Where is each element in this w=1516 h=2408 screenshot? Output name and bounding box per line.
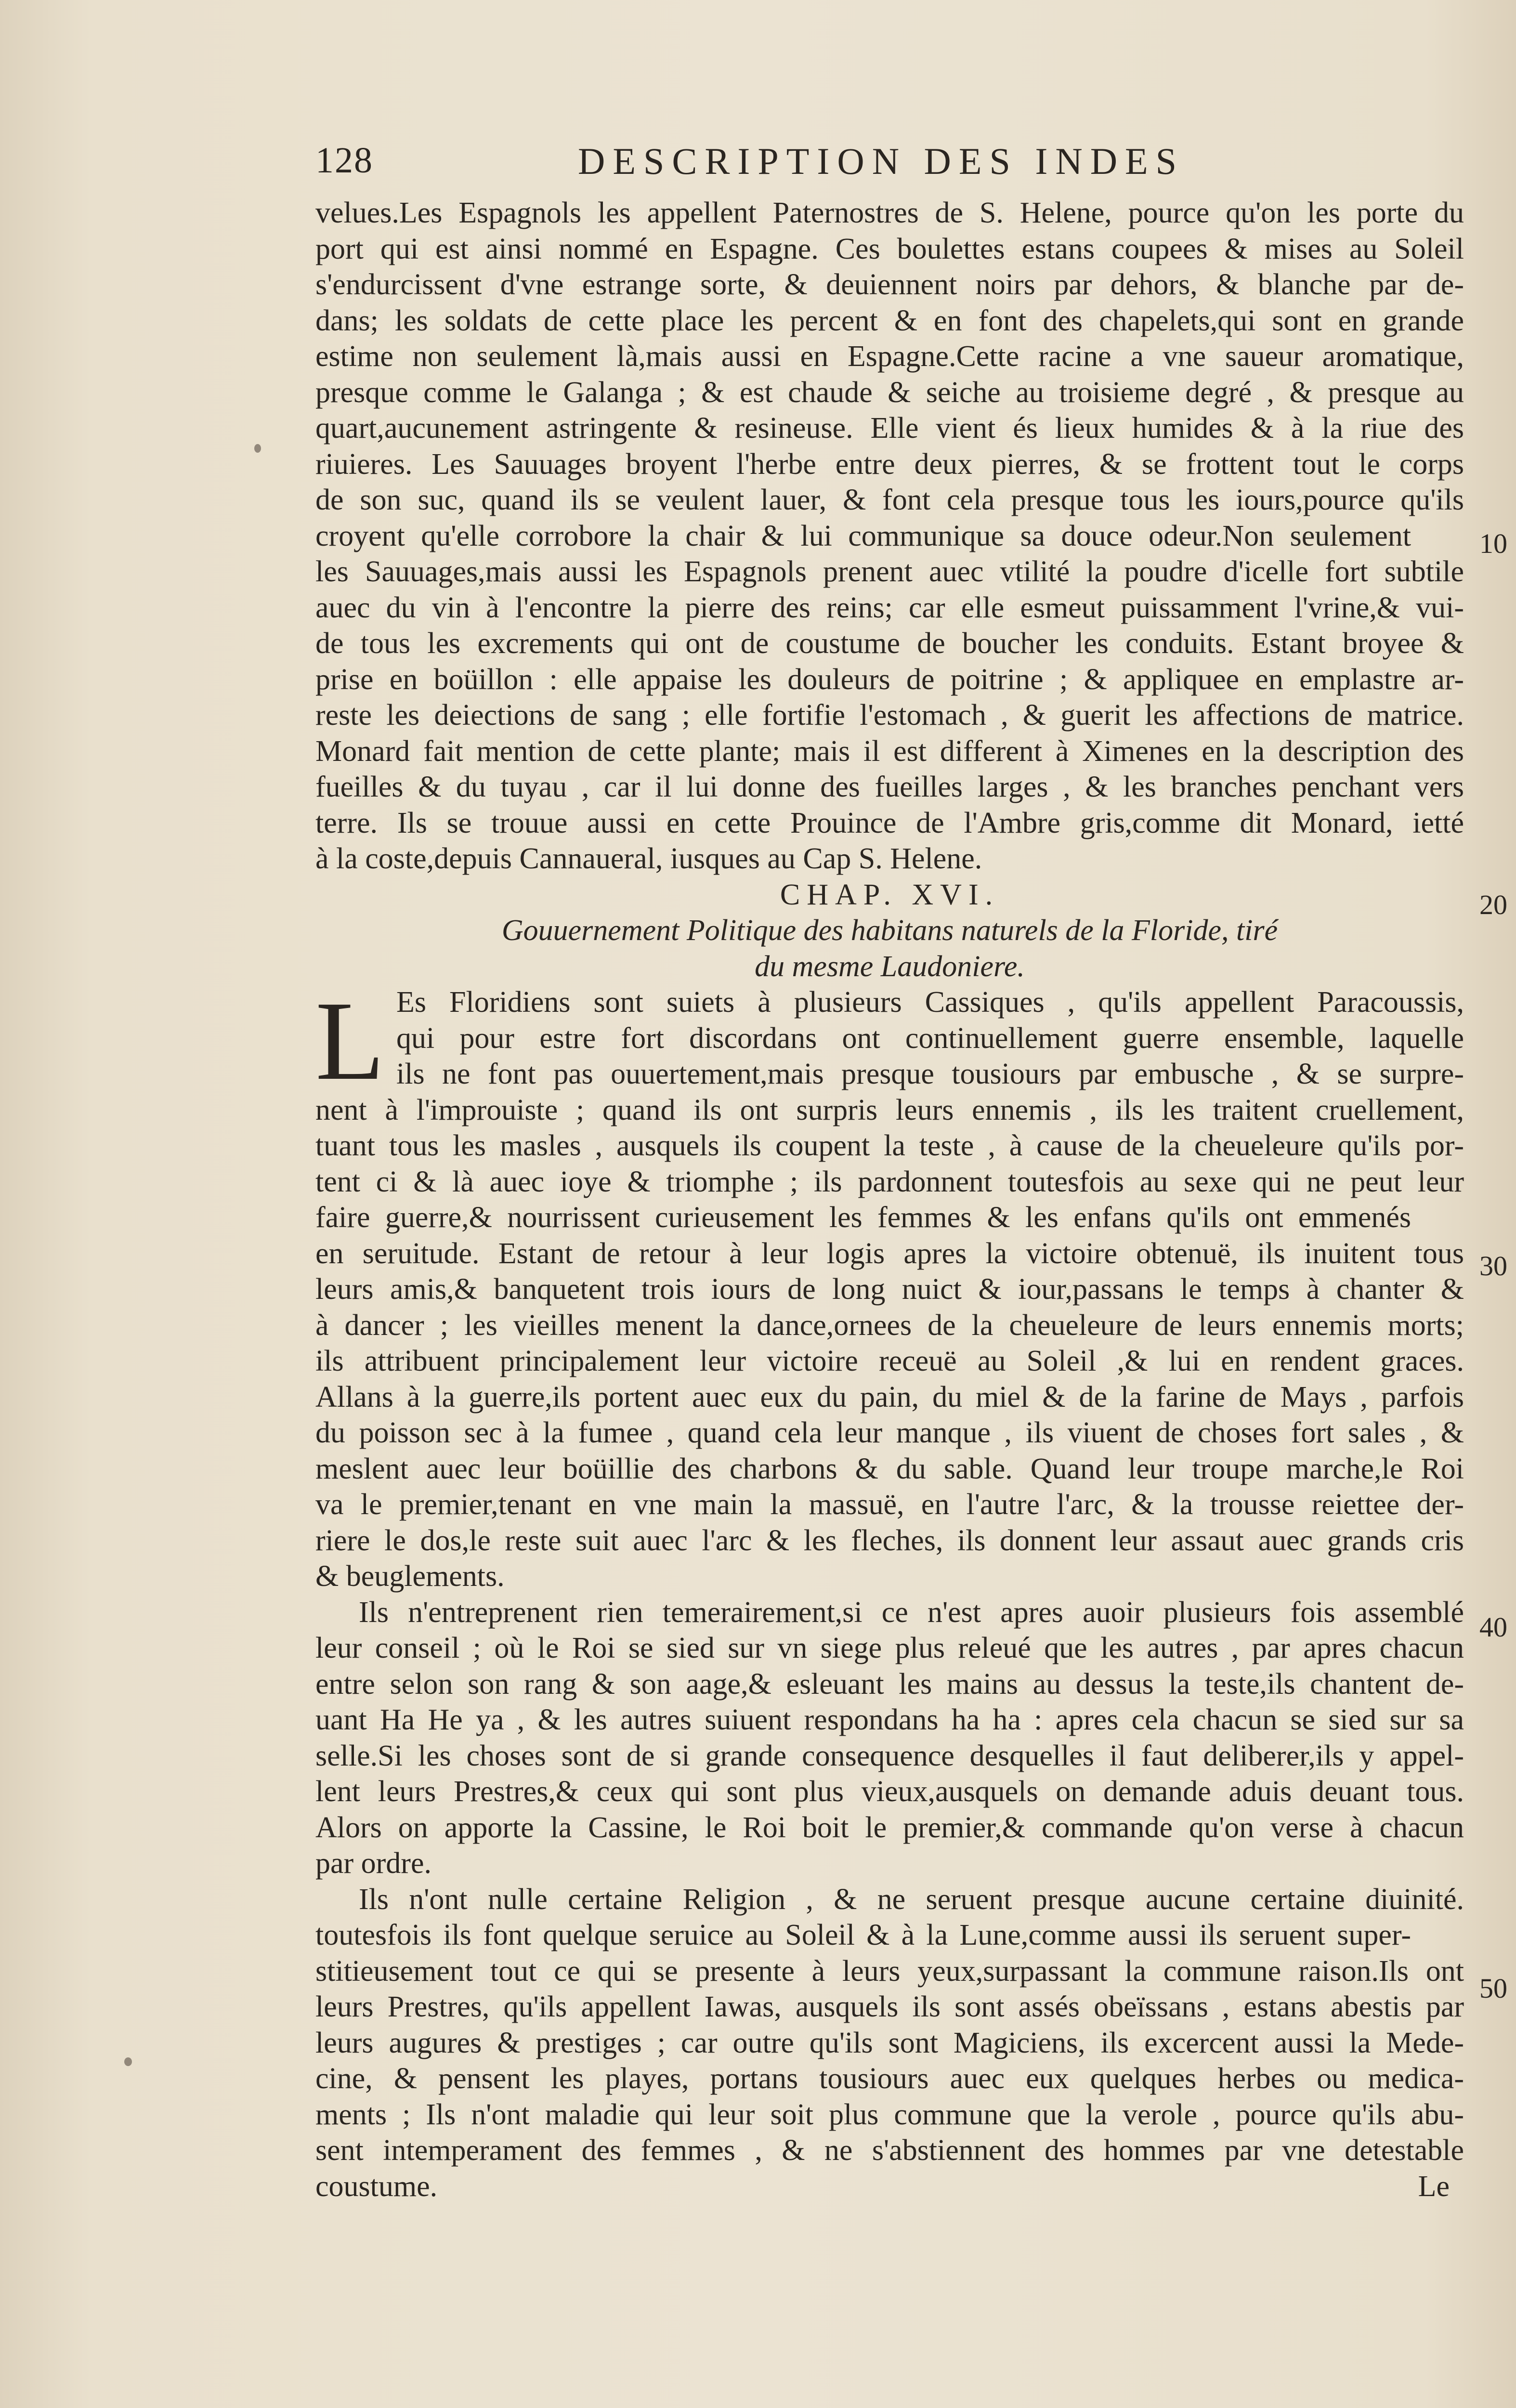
- text-line: qui pour estre fort discordans ont continuellement guerre ensemble, laquelle: [396, 1021, 1464, 1055]
- text-line: sent intemperament des femmes , & ne s'abstiennent des hommes par vne detestable: [315, 2134, 1464, 2167]
- text-line: leurs Prestres, qu'ils appellent Iawas, ausquels ils sont assés obeïssans , estans abestis par: [315, 1990, 1464, 2023]
- text-line: de tous les excrements qui ont de coustume de boucher les conduits. Estant broyee &: [315, 627, 1464, 660]
- text-line: du poisson sec à la fumee , quand cela leur manque , ils viuent de choses fort sales , &: [315, 1416, 1464, 1449]
- paragraph: [315, 978, 1464, 1595]
- running-head: DESCRIPTION DES INDES: [578, 140, 1185, 182]
- text-line: velues.Les Espagnols les appellent Paternostres de S. Helene, pource qu'on les porte du: [315, 196, 1464, 229]
- text-line: quart,aucunement astringente & resineuse. Elle vient és lieux humides & à la riue des: [315, 412, 1464, 445]
- text-line: [315, 2169, 1464, 2205]
- text-line: terre. Ils se trouue aussi en cette Prouince de l'Ambre gris,comme dit Monard, ietté: [315, 806, 1464, 839]
- paragraph: [315, 1882, 1464, 2205]
- page-body: [315, 195, 1464, 2204]
- text-line: stitieusement tout ce qui se presente à leurs yeux,surpassant la commune raison.Ils ont: [315, 1954, 1464, 1988]
- text-line: & beuglements.: [315, 1560, 505, 1593]
- text-line: à la coste,depuis Cannaueral, iusques au Cap S. Helene.: [315, 842, 982, 875]
- text-line: Monard fait mention de cette plante; mais il est different à Ximenes en la description des: [315, 734, 1464, 768]
- margin-line-number: 30: [1479, 1250, 1507, 1282]
- text-line: entre selon son rang & son aage,& esleuant les mains au dessus la teste,ils chantent de-: [315, 1667, 1464, 1701]
- page-number: 128: [315, 140, 373, 181]
- text-line: s'endurcissent d'vne estrange sorte, & deuiennent noirs par dehors, & blanche par de-: [315, 268, 1464, 301]
- text-line: leur conseil ; où le Roi se sied sur vn siege plus releué que les autres , par apres chacun: [315, 1632, 1464, 1664]
- text-line: reste les deiections de sang ; elle fortifie l'estomach , & guerit les affections de matrice.: [315, 699, 1464, 732]
- text-line: fueilles & du tuyau , car il lui donne des fueilles larges , & les branches penchant vers: [315, 771, 1464, 803]
- text-line: va le premier,tenant en vne main la massuë, en l'autre l'arc, & la trousse reiettee der-: [315, 1488, 1464, 1521]
- text-line: ils attribuent principalement leur victoire receuë au Soleil ,& lui en rendent graces.: [315, 1345, 1464, 1377]
- text-line: par ordre.: [315, 1847, 431, 1880]
- text-line: dans; les soldats de cette place les percent & en font des chapelets,qui sont en grande: [315, 304, 1464, 337]
- chapter-title-line: du mesme Laudoniere.: [755, 950, 1025, 983]
- page-header: [315, 140, 1471, 193]
- text-line: toutesfois ils font quelque seruice au Soleil & à la Lune,comme aussi ils seruent super-: [315, 1919, 1411, 1951]
- paragraph: [315, 1595, 1464, 1882]
- text-line: ments ; Ils n'ont maladie qui leur soit plus commune que la verole , pource qu'ils abu-: [315, 2098, 1464, 2131]
- text-line: Ils n'entreprenent rien temerairement,si ce n'est apres auoir plusieurs fois assemblé: [359, 1596, 1464, 1629]
- catchword: Le: [1418, 2170, 1450, 2203]
- text-line: auec du vin à l'encontre la pierre des reins; car elle esmeut puissamment l'vrine,& vui-: [315, 591, 1464, 624]
- text-line: Alors on apporte la Cassine, le Roi boit le premier,& commande qu'on verse à chacun: [315, 1811, 1464, 1844]
- text-line: croyent qu'elle corrobore la chair & lui communique sa douce odeur.Non seulement: [315, 519, 1411, 552]
- text-line: Es Floridiens sont suiets à plusieurs Cassiques , qu'ils appellent Paracoussis,: [396, 986, 1464, 1019]
- margin-line-number: 50: [1479, 1973, 1507, 2004]
- text-line: leurs amis,& banquetent trois iours de long nuict & iour,passans le temps à chanter &: [315, 1273, 1464, 1306]
- text-line: cine, & pensent les playes, portans tousiours auec eux quelques herbes ou medica-: [315, 2062, 1464, 2095]
- text-line: estime non seulement là,mais aussi en Espagne.Cette racine a vne saueur aromatique,: [315, 340, 1464, 373]
- text-line: faire guerre,& nourrissent curieusement les femmes & les enfans qu'ils ont emmenés: [315, 1201, 1411, 1234]
- text-line: nent à l'improuiste ; quand ils ont surpris leurs ennemis , ils les traitent cruellement,: [315, 1093, 1464, 1126]
- text-line: Allans à la guerre,ils portent auec eux du pain, du miel & de la farine de Mays , parfois: [315, 1380, 1464, 1413]
- text-line: tuant tous les masles , ausquels ils coupent la teste , à cause de la cheueleure qu'ils por-: [315, 1129, 1464, 1162]
- text-line: uant Ha He ya , & les autres suiuent respondans ha ha : apres cela chacun se sied sur sa: [315, 1703, 1464, 1736]
- text-line-content: coustume.: [315, 2170, 438, 2203]
- text-line: meslent auec leur boüillie des charbons & du sable. Quand leur troupe marche,le Roi: [315, 1452, 1464, 1485]
- text-line: prise en boüillon : elle appaise les douleurs de poitrine ; & appliquee en emplastre ar-: [315, 663, 1464, 696]
- paper-stain: [254, 444, 261, 453]
- margin-line-number: 40: [1479, 1611, 1507, 1643]
- text-line: ils ne font pas ouuertement,mais presque tousiours par embusche , & se surpre-: [396, 1058, 1464, 1090]
- text-line: à dancer ; les vieilles menent la dance,ornees de la cheueleure de leurs ennemis morts;: [315, 1309, 1464, 1342]
- text-line: presque comme le Galanga ; & est chaude & seiche au troisieme degré , & presque au: [315, 376, 1464, 409]
- text-line: selle.Si les choses sont de si grande consequence desquelles il faut deliberer,ils y appel-: [315, 1739, 1464, 1772]
- paper-stain: [124, 2057, 132, 2066]
- text-line: port qui est ainsi nommé en Espagne. Ces boulettes estans coupees & mises au Soleil: [315, 232, 1464, 265]
- text-line: Ils n'ont nulle certaine Religion , & ne seruent presque aucune certaine diuinité.: [359, 1883, 1464, 1916]
- margin-line-number: 10: [1479, 528, 1507, 559]
- text-line: lent leurs Prestres,& ceux qui sont plus vieux,ausquels on demande aduis deuant tous.: [315, 1775, 1464, 1808]
- margin-line-number: 20: [1479, 889, 1507, 920]
- text-line: leurs augures & prestiges ; car outre qu'ils sont Magiciens, ils excercent aussi la Mede-: [315, 2026, 1464, 2059]
- chapter-heading: CHAP. XVI.: [780, 878, 1000, 911]
- text-line: en seruitude. Estant de retour à leur logis apres la victoire obtenuë, ils inuitent tous: [315, 1237, 1464, 1270]
- text-line: riere le dos,le reste suit auec l'arc & les fleches, ils donnent leur assaut auec grands cris: [315, 1524, 1464, 1557]
- paragraph: [315, 195, 1464, 877]
- text-line: tent ci & là auec ioye & triomphe ; ils pardonnent toutesfois au sexe qui ne peut leur: [315, 1165, 1464, 1198]
- drop-cap: L: [315, 978, 385, 1103]
- text-line: les Sauuages,mais aussi les Espagnols prenent auec vtilité la poudre d'icelle fort subtile: [315, 555, 1464, 588]
- chapter-title-line: Gouuernement Politique des habitans naturels de la Floride, tiré: [501, 914, 1278, 947]
- text-line: riuieres. Les Sauuages broyent l'herbe entre deux pierres, & se frottent tout le corps: [315, 447, 1464, 481]
- text-line: de son suc, quand ils se veulent lauer, & font cela presque tous les iours,pource qu'ils: [315, 484, 1464, 516]
